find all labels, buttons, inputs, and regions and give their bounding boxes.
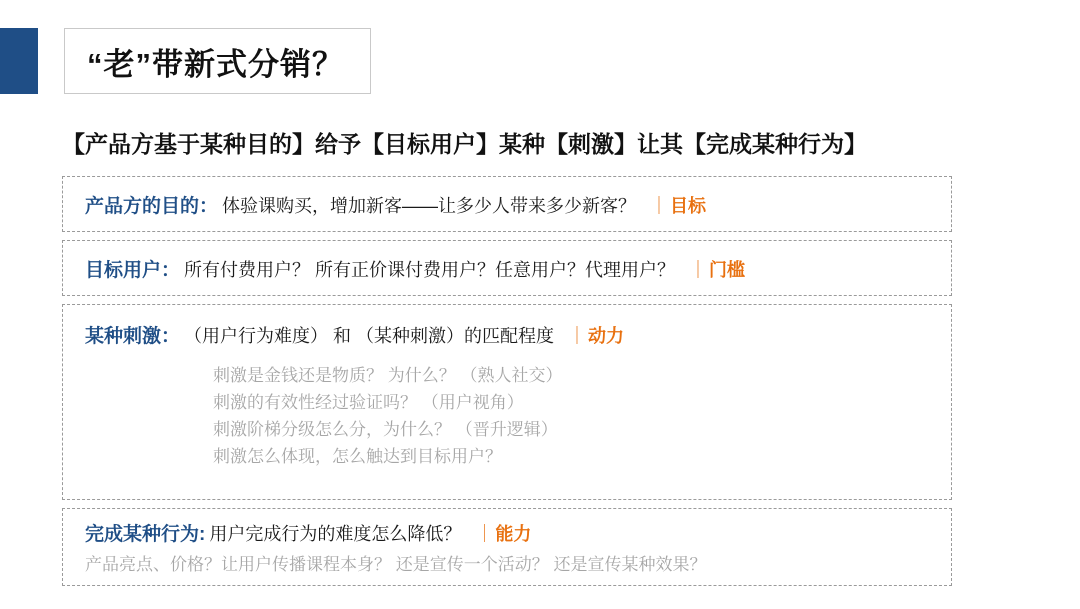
block-audience-tag-bar: ｜ [689, 260, 708, 280]
block-audience-row [63, 241, 951, 282]
block-incentive-tag-text: 动力 [588, 326, 625, 346]
block-incentive-label: 某种刺激： [85, 326, 181, 347]
title-box [64, 28, 371, 94]
slide-title-row [0, 28, 371, 94]
block-audience-tag-text: 门槛 [709, 260, 746, 280]
block-behavior-row [63, 509, 951, 546]
block-audience [62, 240, 952, 296]
block-purpose [62, 176, 952, 232]
headline-sentence: 【产品方基于某种目的】给予【目标用户】某种【刺激】让其【完成某种行为】 [62, 131, 867, 157]
block-behavior [62, 508, 952, 586]
block-behavior-value: 用户完成行为的难度怎么降低？ [209, 524, 462, 544]
block-audience-tag [689, 256, 745, 282]
block-behavior-tag [475, 520, 531, 546]
block-behavior-label: 完成某种行为: [85, 524, 206, 545]
block-purpose-row [63, 177, 951, 218]
block-purpose-tag [650, 192, 706, 218]
list-item: 刺激是金钱还是物质？ 为什么？ （熟人社交） [213, 366, 563, 385]
list-item: 刺激怎么体现，怎么触达到目标用户？ [213, 447, 502, 466]
block-behavior-note: 产品亮点、价格？让用户传播课程本身？ 还是宣传一个活动？ 还是宣传某种效果？ [85, 555, 707, 574]
block-incentive-row [63, 305, 951, 348]
block-purpose-value: 体验课购买，增加新客——让多少人带来多少新客？ [222, 196, 637, 216]
block-behavior-tag-text: 能力 [495, 524, 532, 544]
block-incentive-tag [568, 322, 624, 348]
block-audience-value: 所有付费用户？ 所有正价课付费用户？任意用户？代理用户？ [184, 260, 676, 280]
block-incentive-tag-bar: ｜ [568, 326, 587, 346]
title-accent-bar [0, 28, 38, 94]
block-purpose-label: 产品方的目的： [85, 196, 219, 217]
block-purpose-tag-bar: ｜ [650, 196, 669, 216]
list-item: 刺激阶梯分级怎么分，为什么？ （晋升逻辑） [213, 420, 558, 439]
block-purpose-tag-text: 目标 [670, 196, 707, 216]
block-incentive-sub-list [63, 362, 951, 470]
list-item: 刺激的有效性经过验证吗？ （用户视角） [213, 393, 524, 412]
block-audience-label: 目标用户： [85, 260, 181, 281]
block-incentive [62, 304, 952, 500]
title-spacer [38, 28, 64, 94]
page-title: “老”带新式分销？ [87, 46, 344, 82]
block-incentive-value: （用户行为难度） 和 （某种刺激）的匹配程度 [184, 326, 555, 346]
block-behavior-tag-bar: ｜ [475, 524, 494, 544]
